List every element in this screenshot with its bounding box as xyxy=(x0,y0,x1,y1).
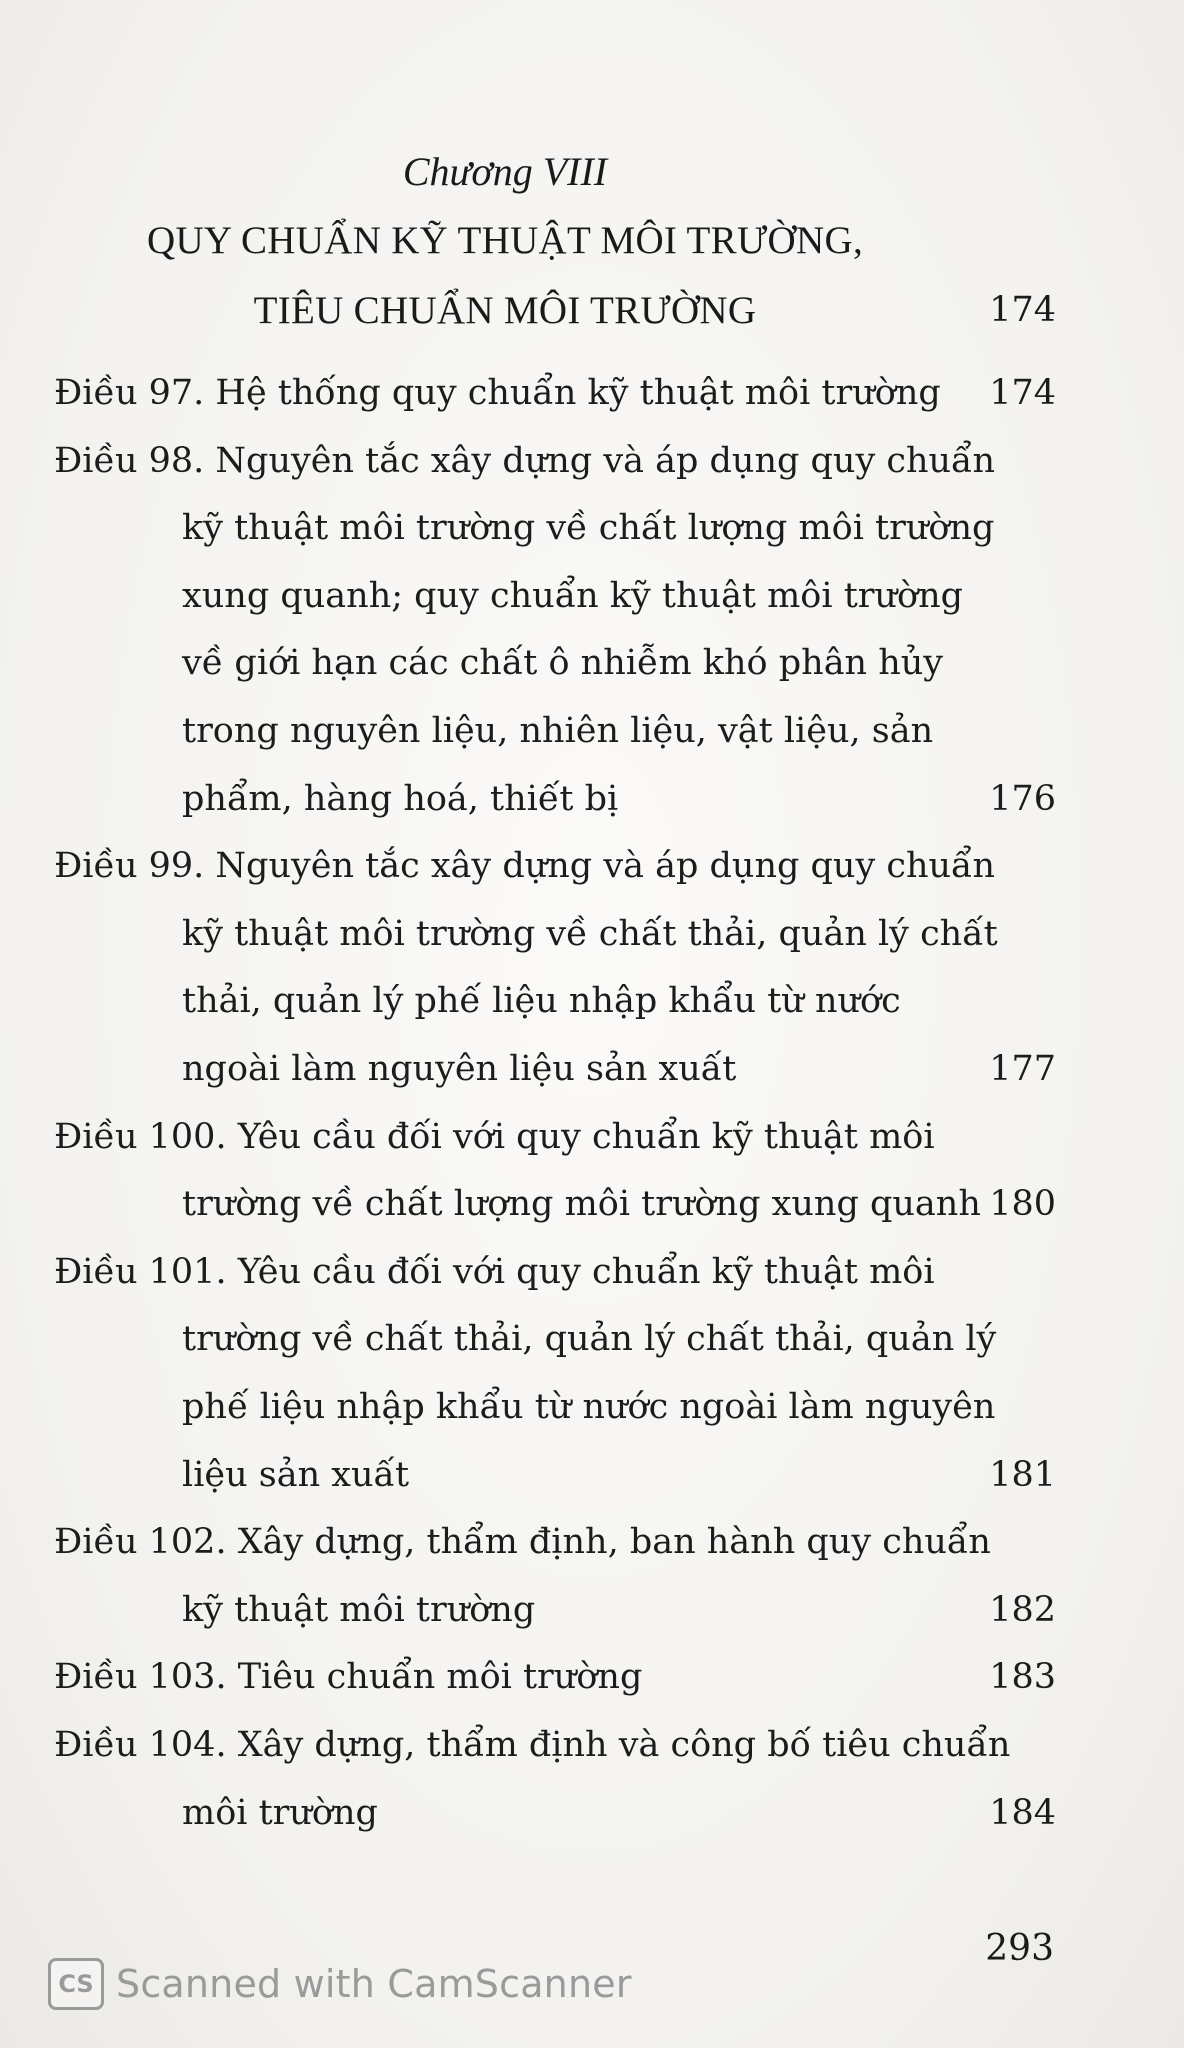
toc-entry-page-number: 174 xyxy=(989,373,1056,413)
chapter-title-line-1: QUY CHUẨN KỸ THUẬT MÔI TRƯỜNG, xyxy=(147,219,863,262)
toc-entry-title: Điều 98. Nguyên tắc xây dựng và áp dụng quy chuẩn xyxy=(54,441,996,481)
toc-entry-continuation: về giới hạn các chất ô nhiễm khó phân hủy xyxy=(182,643,944,683)
toc-entry-continuation: kỹ thuật môi trường về chất thải, quản lý chất xyxy=(182,914,998,954)
toc-entry-page-number: 182 xyxy=(989,1590,1056,1630)
toc-entry-title: Điều 97. Hệ thống quy chuẩn kỹ thuật môi trường xyxy=(54,373,941,413)
toc-entry-page-number: 180 xyxy=(989,1184,1056,1224)
toc-entry-page-number: 176 xyxy=(989,779,1056,819)
toc-entry-continuation: phế liệu nhập khẩu từ nước ngoài làm nguyên xyxy=(182,1387,996,1427)
toc-entry-page-number: 181 xyxy=(989,1455,1056,1495)
toc-entry-continuation: trường về chất lượng môi trường xung quanh xyxy=(182,1184,981,1224)
toc-entry-continuation: trường về chất thải, quản lý chất thải, quản lý xyxy=(182,1319,997,1359)
toc-entry-title: Điều 103. Tiêu chuẩn môi trường xyxy=(54,1657,643,1697)
toc-entry-title: Điều 104. Xây dựng, thẩm định và công bố tiêu chuẩn xyxy=(54,1725,1011,1765)
chapter-page-number: 174 xyxy=(989,290,1056,330)
toc-entry-page-number: 184 xyxy=(989,1793,1056,1833)
toc-entry-title: Điều 100. Yêu cầu đối với quy chuẩn kỹ thuật môi xyxy=(54,1117,935,1157)
toc-entry-title: Điều 102. Xây dựng, thẩm định, ban hành quy chuẩn xyxy=(54,1522,991,1562)
camscanner-logo-icon: CS xyxy=(48,1958,104,2010)
camscanner-watermark-text: Scanned with CamScanner xyxy=(116,1962,632,2006)
toc-entry-title: Điều 99. Nguyên tắc xây dựng và áp dụng quy chuẩn xyxy=(54,846,996,886)
toc-entry-page-number: 177 xyxy=(989,1049,1056,1089)
toc-entry-continuation: kỹ thuật môi trường về chất lượng môi trường xyxy=(182,508,995,548)
toc-entry-title: Điều 101. Yêu cầu đối với quy chuẩn kỹ thuật môi xyxy=(54,1252,935,1292)
toc-entry-continuation: ngoài làm nguyên liệu sản xuất xyxy=(182,1049,737,1089)
chapter-label: Chương VIII xyxy=(402,149,608,194)
toc-entry-continuation: liệu sản xuất xyxy=(182,1455,410,1495)
toc-entry-continuation: phẩm, hàng hoá, thiết bị xyxy=(182,779,619,819)
toc-entry-continuation: kỹ thuật môi trường xyxy=(182,1590,536,1630)
toc-entry-continuation: xung quanh; quy chuẩn kỹ thuật môi trường xyxy=(182,576,964,616)
toc-entry-continuation: trong nguyên liệu, nhiên liệu, vật liệu, sản xyxy=(182,711,934,751)
toc-entry-page-number: 183 xyxy=(989,1657,1056,1697)
toc-entry-continuation: môi trường xyxy=(182,1793,378,1833)
chapter-title-line-2: TIÊU CHUẨN MÔI TRƯỜNG xyxy=(253,289,757,332)
page-folio: 293 xyxy=(985,1928,1054,1969)
toc-entry-continuation: thải, quản lý phế liệu nhập khẩu từ nước xyxy=(182,981,901,1021)
